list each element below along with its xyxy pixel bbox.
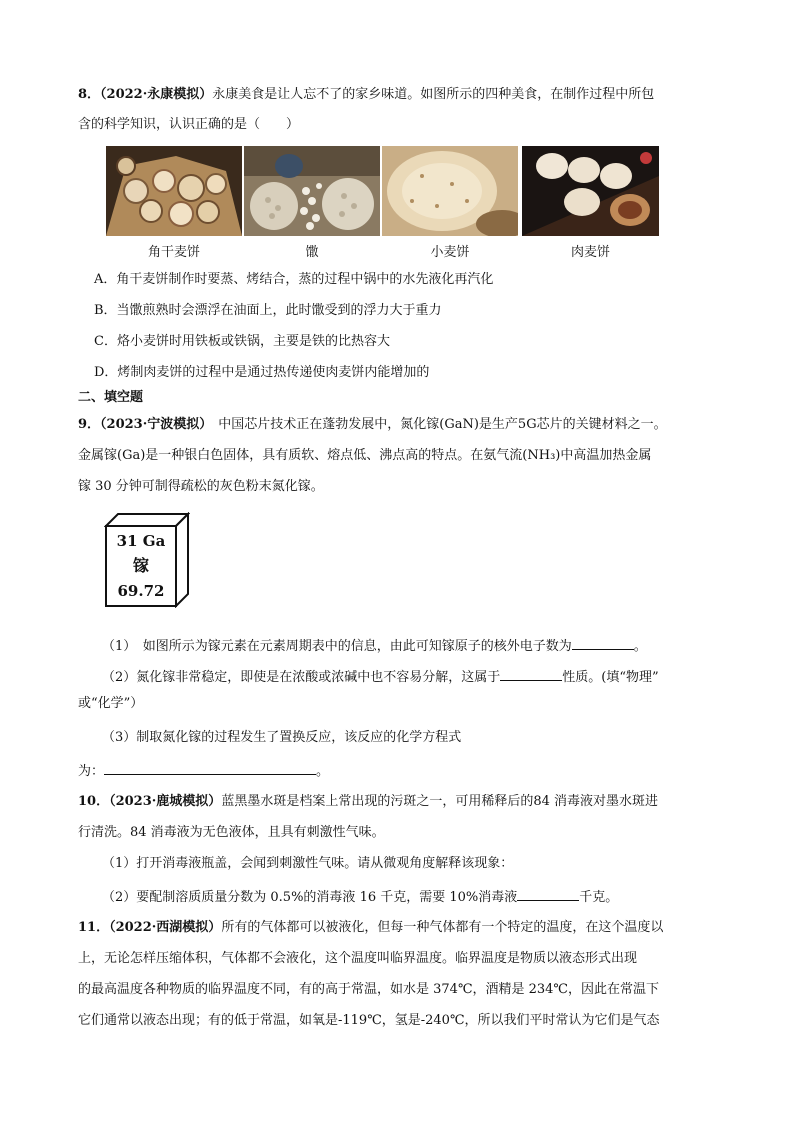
q10-sub1: （1）打开消毒液瓶盖，会闻到刺激性气味。请从微观角度解释该现象：: [102, 856, 514, 871]
q9-sub2-line2: 或“化学”）: [78, 696, 144, 711]
food-image-row: [106, 146, 659, 260]
q10-number: 10．: [78, 794, 110, 809]
q8-stem-line1: 永康美食是让人忘不了的家乡味道。如图所示的四种美食，在制作过程中所包: [212, 87, 655, 102]
caption-xiao-maibing: 小麦饼: [430, 245, 470, 260]
q8-source: （2022·永康模拟）: [100, 87, 213, 102]
q9-sub3-line1: （3）制取氮化镓的过程发生了置换反应，该反应的化学方程式: [102, 730, 462, 745]
q10-line1: [78, 795, 658, 808]
q9-sub2-answer-blank[interactable]: [500, 668, 562, 681]
food-image-san: [244, 146, 380, 236]
food-image-xiao-maibing: [382, 146, 518, 236]
q8-number: 8．: [78, 87, 101, 102]
q9-sub2-suffix: 性质。(填“物理”: [562, 670, 659, 685]
q11-number: 11．: [78, 920, 110, 935]
q10-sub2: [102, 888, 618, 904]
q8-stem-line2: 含的科学知识，认识正确的是（ ）: [78, 117, 300, 132]
q9-text-line1: 中国芯片技术正在蓬勃发展中，氮化镓(GaN)是生产5G芯片的关键材料之一。: [218, 417, 667, 432]
gallium-element-card: [104, 512, 190, 608]
element-mass: 69.72: [117, 582, 165, 600]
q8-option-d: D．烤制肉麦饼的过程中是通过热传递使肉麦饼内能增加的: [94, 365, 430, 380]
q9-sub3-answer-blank[interactable]: [104, 762, 316, 775]
food-image-rou-maibing: [522, 146, 659, 236]
q9-source: （2023·宁波模拟）: [100, 417, 213, 432]
q10-sub2-answer-blank[interactable]: [517, 888, 579, 901]
food-image-jiaogan-maibing: [106, 146, 242, 236]
q9-sub3-suffix: 。: [316, 764, 330, 779]
q11-text-line1: 所有的气体都可以被液化，但每一种气体都有一个特定的温度，在这个温度以: [221, 920, 664, 935]
q10-sub2-suffix: 千克。: [579, 890, 619, 905]
q10-line2: 行清洗。84 消毒液为无色液体，且具有刺激性气味。: [78, 825, 385, 840]
element-name: 镓: [132, 556, 149, 575]
section-title: 二、填空题: [78, 390, 144, 405]
q9-line3: 镓 30 分钟可制得疏松的灰色粉末氮化镓。: [78, 479, 324, 494]
caption-rou-maibing: 肉麦饼: [570, 245, 610, 260]
q11-source: （2022·西湖模拟）: [109, 920, 222, 935]
q9-sub3-prefix: 为：: [78, 764, 105, 779]
q10-source: （2023·鹿城模拟）: [109, 794, 222, 809]
q9-sub2: [102, 668, 659, 684]
caption-san: 馓: [305, 245, 319, 260]
q8-option-c: C．烙小麦饼时用铁板或铁锅，主要是铁的比热容大: [94, 334, 390, 349]
q8-option-a: A．角干麦饼制作时要蒸、烤结合，蒸的过程中锅中的水先液化再汽化: [94, 272, 494, 287]
q9-sub1-text: （1） 如图所示为镓元素在元素周期表中的信息，由此可知镓原子的核外电子数为: [102, 639, 572, 654]
q9-sub3-line2: [78, 762, 329, 778]
q11-line4: 它们通常以液态出现；有的低于常温，如氧是-119℃，氢是-240℃，所以我们平时常认为它们是气态: [78, 1013, 660, 1028]
q9-sub2-text: （2）氮化镓非常稳定，即使是在浓酸或浓碱中也不容易分解，这属于: [102, 670, 501, 685]
q9-number: 9．: [78, 417, 101, 432]
q8-line1: [78, 88, 654, 101]
q10-text-line1: 蓝黑墨水斑是档案上常出现的污斑之一，可用稀释后的84 消毒液对墨水斑进: [221, 794, 658, 809]
q11-line3: 的最高温度各种物质的临界温度不同，有的高于常温，如水是 374℃，酒精是 234℃，因此在常温下: [78, 982, 659, 997]
caption-jiaogan-maibing: 角干麦饼: [147, 245, 200, 260]
q9-sub1-answer-blank[interactable]: [572, 637, 634, 650]
q9-line2: 金属镓(Ga)是一种银白色固体，具有质软、熔点低、沸点高的特点。在氨气流(NH₃)中高温加热金属: [78, 448, 652, 463]
q11-line1: [78, 921, 663, 934]
q9-sub1-suffix: 。: [633, 639, 647, 654]
element-number-symbol: 31 Ga: [116, 532, 166, 550]
q10-sub2-text: （2）要配制溶质质量分数为 0.5%的消毒液 16 千克，需要 10%消毒液: [102, 890, 518, 905]
q8-option-b: B．当馓煎熟时会漂浮在油面上，此时馓受到的浮力大于重力: [94, 303, 442, 318]
q9-line1: [78, 418, 667, 431]
q11-line2: 上，无论怎样压缩体积，气体都不会液化，这个温度叫临界温度。临界温度是物质以液态形式出现: [78, 951, 638, 966]
q9-sub1: [102, 637, 647, 653]
